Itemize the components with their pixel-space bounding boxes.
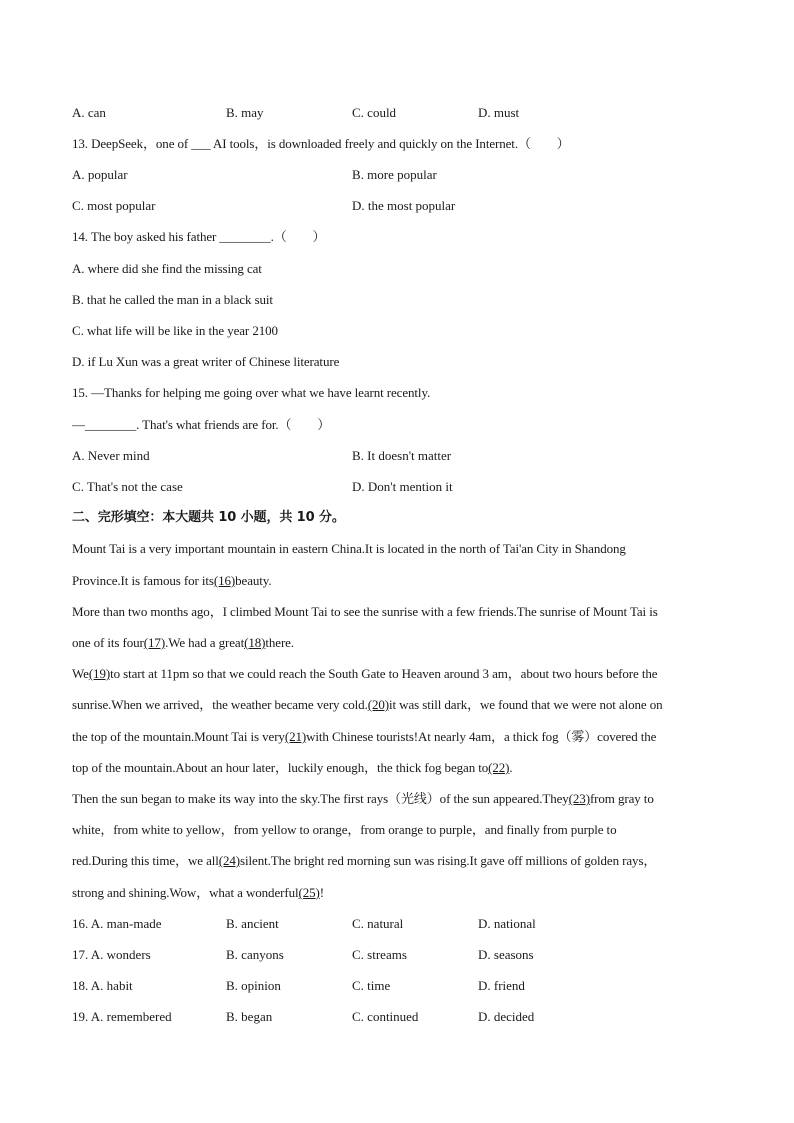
- passage-line: Mount Tai is a very important mountain in eastern China.It is located in the north of Tai'an City in Shandong: [72, 541, 626, 556]
- q18-option-b: B. opinion: [226, 978, 281, 993]
- q15-reply: —________. That's what friends are for.（ ）: [72, 417, 331, 432]
- q18-option-c: C. time: [352, 978, 391, 993]
- passage-line: strong and shining.Wow，what a wonderful(25)!: [72, 885, 324, 900]
- q16-option-d: D. national: [478, 916, 536, 931]
- q15-option-a: A. Never mind: [72, 448, 150, 463]
- blank-21: (21): [284, 729, 307, 744]
- q14-stem: 14. The boy asked his father ________.（ ）: [72, 229, 326, 244]
- q14-option-c: C. what life will be like in the year 2100: [72, 323, 278, 338]
- passage-line: top of the mountain.About an hour later，luckily enough，the thick fog began to(22).: [72, 760, 513, 775]
- q18-option-d: D. friend: [478, 978, 525, 993]
- q15-option-d: D. Don't mention it: [352, 479, 453, 494]
- q19-option-a: 19. A. remembered: [72, 1009, 172, 1024]
- q15-option-b: B. It doesn't matter: [352, 448, 452, 463]
- q13-option-c: C. most popular: [72, 198, 156, 213]
- blank-16: (16): [213, 573, 236, 588]
- q13-option-b: B. more popular: [352, 167, 437, 182]
- blank-19: (19): [88, 666, 111, 681]
- blank-22: (22): [488, 760, 510, 775]
- blank-20: (20): [367, 697, 389, 712]
- q16-option-b: B. ancient: [226, 916, 279, 931]
- passage-line: sunrise.When we arrived，the weather became very cold.(20)it was still dark，we found that we were not alone on: [72, 697, 663, 712]
- q18-option-a: 18. A. habit: [72, 978, 133, 993]
- q12-option-a: A. can: [72, 105, 106, 120]
- q17-option-a: 17. A. wonders: [72, 947, 151, 962]
- q12-option-d: D. must: [478, 105, 520, 120]
- passage-line: Province.It is famous for its(16)beauty.: [72, 573, 272, 588]
- passage-line: white，from white to yellow，from yellow to orange，from orange to purple，and finally from purple to: [72, 822, 617, 837]
- passage-line: one of its four(17).We had a great(18)there.: [72, 635, 294, 650]
- passage-line: We(19)to start at 11pm so that we could reach the South Gate to Heaven around 3 am，about two hours before the: [72, 666, 658, 681]
- passage-line: red.During this time，we all(24)silent.The bright red morning sun was rising.It gave off millions of golden rays，: [72, 853, 657, 868]
- q16-option-a: 16. A. man-made: [72, 916, 162, 931]
- q14-option-b: B. that he called the man in a black suit: [72, 292, 273, 307]
- q13-option-a: A. popular: [72, 167, 128, 182]
- q13-stem: 13. DeepSeek，one of ___ AI tools，is downloaded freely and quickly on the Internet.（ ）: [72, 136, 570, 151]
- blank-17: (17): [143, 635, 166, 650]
- blank-24: (24): [218, 853, 241, 868]
- q16-option-c: C. natural: [352, 916, 404, 931]
- q17-option-b: B. canyons: [226, 947, 284, 962]
- q15-stem: 15. —Thanks for helping me going over what we have learnt recently.: [72, 385, 431, 400]
- q15-option-c: C. That's not the case: [72, 479, 183, 494]
- q14-option-d: D. if Lu Xun was a great writer of Chinese literature: [72, 354, 340, 369]
- q14-option-a: A. where did she find the missing cat: [72, 261, 262, 276]
- passage-line: Then the sun began to make its way into the sky.The first rays（光线）of the sun appeared.They(23)from gray to: [72, 791, 654, 806]
- q12-option-c: C. could: [352, 105, 397, 120]
- section-heading: 二、完形填空：本大题共 10 小题，共 10 分。: [72, 510, 345, 525]
- q12-option-b: B. may: [226, 105, 264, 120]
- q17-option-c: C. streams: [352, 947, 407, 962]
- blank-23: (23): [568, 791, 590, 806]
- q13-option-d: D. the most popular: [352, 198, 456, 213]
- blank-25: (25): [298, 885, 320, 900]
- blank-18: (18): [244, 635, 266, 650]
- q19-option-b: B. began: [226, 1009, 273, 1024]
- q19-option-d: D. decided: [478, 1009, 535, 1024]
- passage-line: the top of the mountain.Mount Tai is very(21)with Chinese tourists!At nearly 4am，a thick fog（雾）covered the: [72, 729, 657, 744]
- passage-line: More than two months ago，I climbed Mount Tai to see the sunrise with a few friends.The sunrise of Mount Tai is: [72, 604, 658, 619]
- q19-option-c: C. continued: [352, 1009, 419, 1024]
- q17-option-d: D. seasons: [478, 947, 534, 962]
